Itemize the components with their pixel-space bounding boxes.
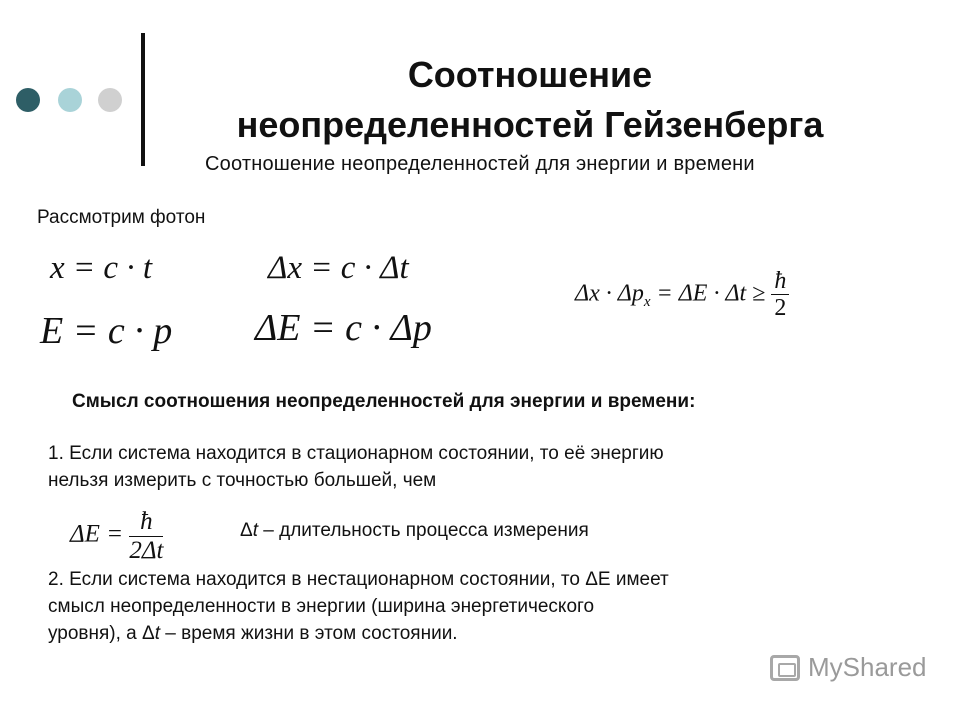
point-2-line-3-end: – время жизни в этом состоянии. — [160, 623, 458, 644]
point-2 — [48, 566, 908, 647]
point-2-line-3-text: уровня), а — [48, 623, 143, 644]
point-1 — [48, 440, 888, 494]
presentation-icon — [770, 655, 800, 681]
fraction-hbar-over-2 — [771, 268, 789, 322]
delta-symbol: Δ — [142, 623, 155, 644]
decor-dot-grey — [98, 88, 122, 112]
formula-de-dt: = ΔE · Δt ≥ — [650, 280, 772, 307]
formula-de-equals: ΔE = — [70, 520, 130, 548]
point-2-line-3 — [48, 620, 908, 647]
watermark-text: MyShared — [808, 652, 927, 682]
fraction-numerator: ħ — [129, 508, 163, 537]
dt-description-text: – длительность процесса измерения — [257, 520, 589, 541]
fraction-denominator: 2 — [774, 295, 787, 322]
fraction-numerator: ħ — [771, 268, 789, 295]
formula-uncertainty-relation — [575, 268, 789, 322]
slide-title — [150, 50, 910, 150]
formula-de-hbar-2dt — [70, 508, 163, 564]
dt-description — [240, 517, 589, 544]
point-1-line-1: 1. Если система находится в стационарном состоянии, то её энергию — [48, 443, 664, 464]
meaning-heading: Смысл соотношения неопределенностей для энергии и времени: — [72, 391, 696, 412]
t-symbol: t — [252, 520, 258, 541]
delta-symbol: Δ — [585, 569, 598, 590]
formula-dx-dp: Δx · Δp — [575, 280, 644, 307]
title-line-2: неопределенностей Гейзенберга — [236, 104, 824, 145]
point-2-line-2: смысл неопределенности в энергии (ширина энергетического — [48, 596, 595, 617]
slide-subtitle: Соотношение неопределенностей для энергии и времени — [205, 153, 755, 175]
formula-de-cdp: ΔE = c · Δp — [255, 307, 432, 349]
formula-dx-cdt: Δx = c · Δt — [268, 250, 409, 286]
title-divider — [141, 33, 145, 166]
fraction-hbar-over-2dt — [129, 508, 163, 564]
delta-symbol: Δ — [240, 520, 253, 541]
t-symbol: t — [154, 623, 161, 644]
formula-x-ct: x = c · t — [50, 250, 152, 286]
decor-dot-dark — [16, 88, 40, 112]
fraction-denominator: 2Δt — [129, 536, 164, 564]
formula-e-cp: E = c · p — [40, 310, 173, 352]
point-2-line-1-end: Е имеет — [597, 569, 669, 590]
myshared-watermark — [770, 652, 927, 683]
point-1-line-2: нельзя измерить с точностью большей, чем — [48, 470, 437, 491]
formula-subscript-x: x — [643, 294, 651, 311]
point-2-line-1 — [48, 566, 908, 593]
point-2-line-1-text: 2. Если система находится в нестационарном состоянии, то — [48, 569, 586, 590]
consider-photon-text: Рассмотрим фотон — [37, 207, 206, 228]
title-line-1: Соотношение — [407, 54, 653, 95]
decor-dot-light-teal — [58, 88, 82, 112]
